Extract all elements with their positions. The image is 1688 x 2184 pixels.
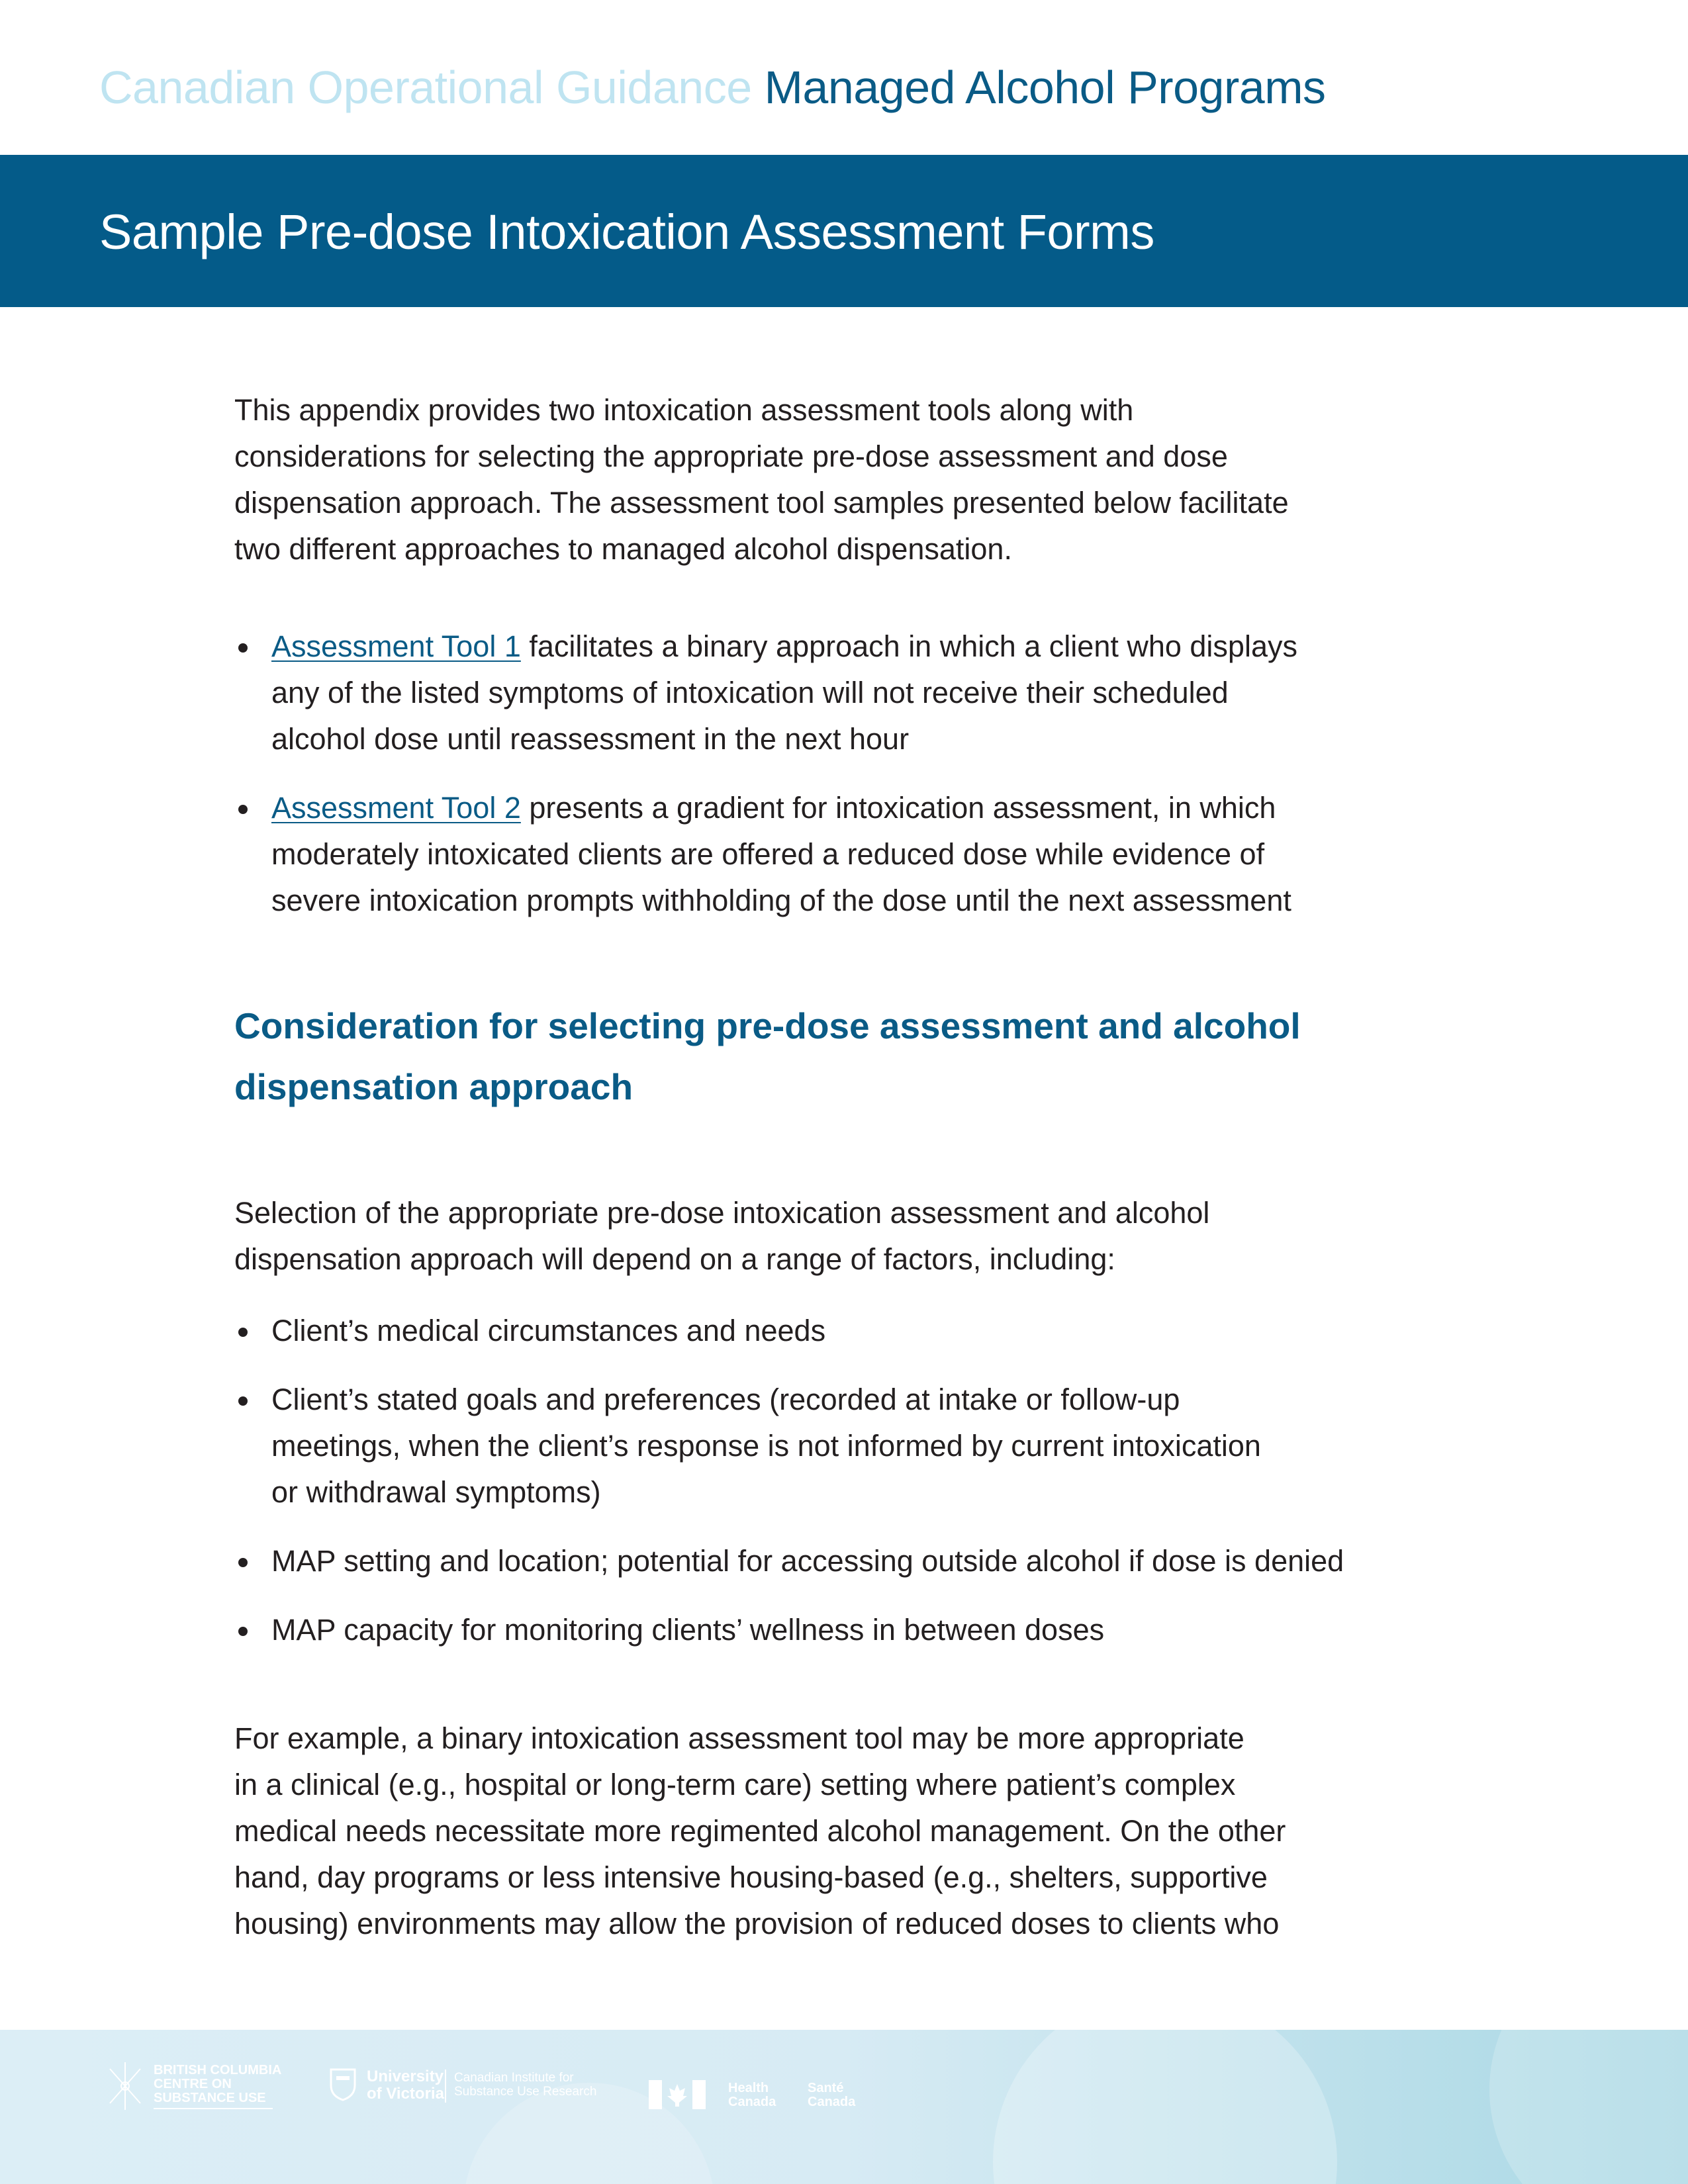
tool-2-line: moderately intoxicated clients are offered a reduced dose while evidence of [271, 837, 1265, 871]
factor-line: or withdrawal symptoms) [271, 1475, 601, 1509]
list-item-tool-2 [234, 785, 1426, 924]
header-prefix: Canadian Operational Guidance [99, 62, 752, 113]
factor-line: meetings, when the client’s response is not informed by current intoxication [271, 1429, 1261, 1463]
page-title: Sample Pre-dose Intoxication Assessment Forms [99, 205, 1154, 259]
lead-line: Selection of the appropriate pre-dose intoxication assessment and alcohol [234, 1196, 1210, 1230]
bccsu-line: SUBSTANCE USE [154, 2091, 266, 2105]
canada-flag-icon [649, 2080, 706, 2109]
tool-1-line: alcohol dose until reassessment in the next hour [271, 722, 910, 756]
section-heading-line: dispensation approach [234, 1066, 633, 1107]
assessment-tool-1-link[interactable]: Assessment Tool 1 [271, 629, 521, 663]
tool-2-line: severe intoxication prompts withholding of the dose until the next assessment [271, 884, 1291, 917]
factor-line: Client’s medical circumstances and needs [271, 1314, 826, 1347]
intro-paragraph [234, 387, 1426, 572]
intro-line: dispensation approach. The assessment tool samples presented below facilitate [234, 486, 1289, 520]
intro-line: considerations for selecting the appropriate pre-dose assessment and dose [234, 439, 1228, 473]
example-line: For example, a binary intoxication assessment tool may be more appropriate [234, 1721, 1244, 1755]
tool-1-line: any of the listed symptoms of intoxication will not receive their scheduled [271, 676, 1229, 709]
footer-band [0, 2030, 1688, 2184]
list-item-factor [234, 1607, 1426, 1653]
example-line: hand, day programs or less intensive housing-based (e.g., shelters, supportive [234, 1860, 1268, 1894]
factor-list [234, 1308, 1426, 1653]
list-item-factor [234, 1377, 1426, 1516]
list-item-tool-1 [234, 623, 1426, 762]
cisur-line: Substance Use Research [454, 2085, 597, 2099]
bccsu-star-icon [105, 2060, 146, 2113]
bccsu-line: CENTRE ON [154, 2077, 232, 2091]
tool-2-first-line: presents a gradient for intoxication assessment, in which [520, 791, 1276, 825]
health-canada-fr-line: Santé [808, 2081, 844, 2095]
health-canada-en-line: Health [728, 2081, 769, 2095]
health-canada-en-line: Canada [728, 2095, 776, 2109]
document-header [99, 61, 1326, 114]
factor-line: Client’s stated goals and preferences (recorded at intake or follow-up [271, 1383, 1180, 1416]
list-item-factor [234, 1308, 1426, 1354]
tool-1-first-line: facilitates a binary approach in which a client who displays [520, 629, 1297, 663]
tool-list [234, 623, 1426, 924]
section-heading-line: Consideration for selecting pre-dose assessment and alcohol [234, 1005, 1301, 1046]
cisur-line: Canadian Institute for [454, 2071, 574, 2085]
lead-line: dispensation approach will depend on a range of factors, including: [234, 1242, 1115, 1276]
example-paragraph [234, 1715, 1426, 1947]
assessment-tool-2-link[interactable]: Assessment Tool 2 [271, 791, 521, 825]
lead-paragraph [234, 1190, 1426, 1283]
example-line: medical needs necessitate more regimented alcohol management. On the other [234, 1814, 1286, 1848]
uvic-line: University [367, 2068, 444, 2085]
factor-line: MAP capacity for monitoring clients’ wellness in between doses [271, 1613, 1105, 1647]
uvic-crest-icon [330, 2068, 356, 2101]
bccsu-line: BRITISH COLUMBIA [154, 2063, 282, 2077]
header-title: Managed Alcohol Programs [764, 62, 1326, 113]
title-banner [0, 155, 1688, 307]
list-item-factor [234, 1538, 1426, 1584]
example-line: in a clinical (e.g., hospital or long-term care) setting where patient’s complex [234, 1768, 1236, 1801]
main-content [234, 387, 1426, 1947]
intro-line: two different approaches to managed alcohol dispensation. [234, 532, 1012, 566]
intro-line: This appendix provides two intoxication assessment tools along with [234, 393, 1134, 427]
health-canada-fr-line: Canada [808, 2095, 856, 2109]
factor-line: MAP setting and location; potential for accessing outside alcohol if dose is denied [271, 1544, 1344, 1578]
uvic-line: of Victoria [367, 2085, 444, 2103]
section-heading [234, 995, 1426, 1117]
example-line: housing) environments may allow the provision of reduced doses to clients who [234, 1907, 1280, 1940]
